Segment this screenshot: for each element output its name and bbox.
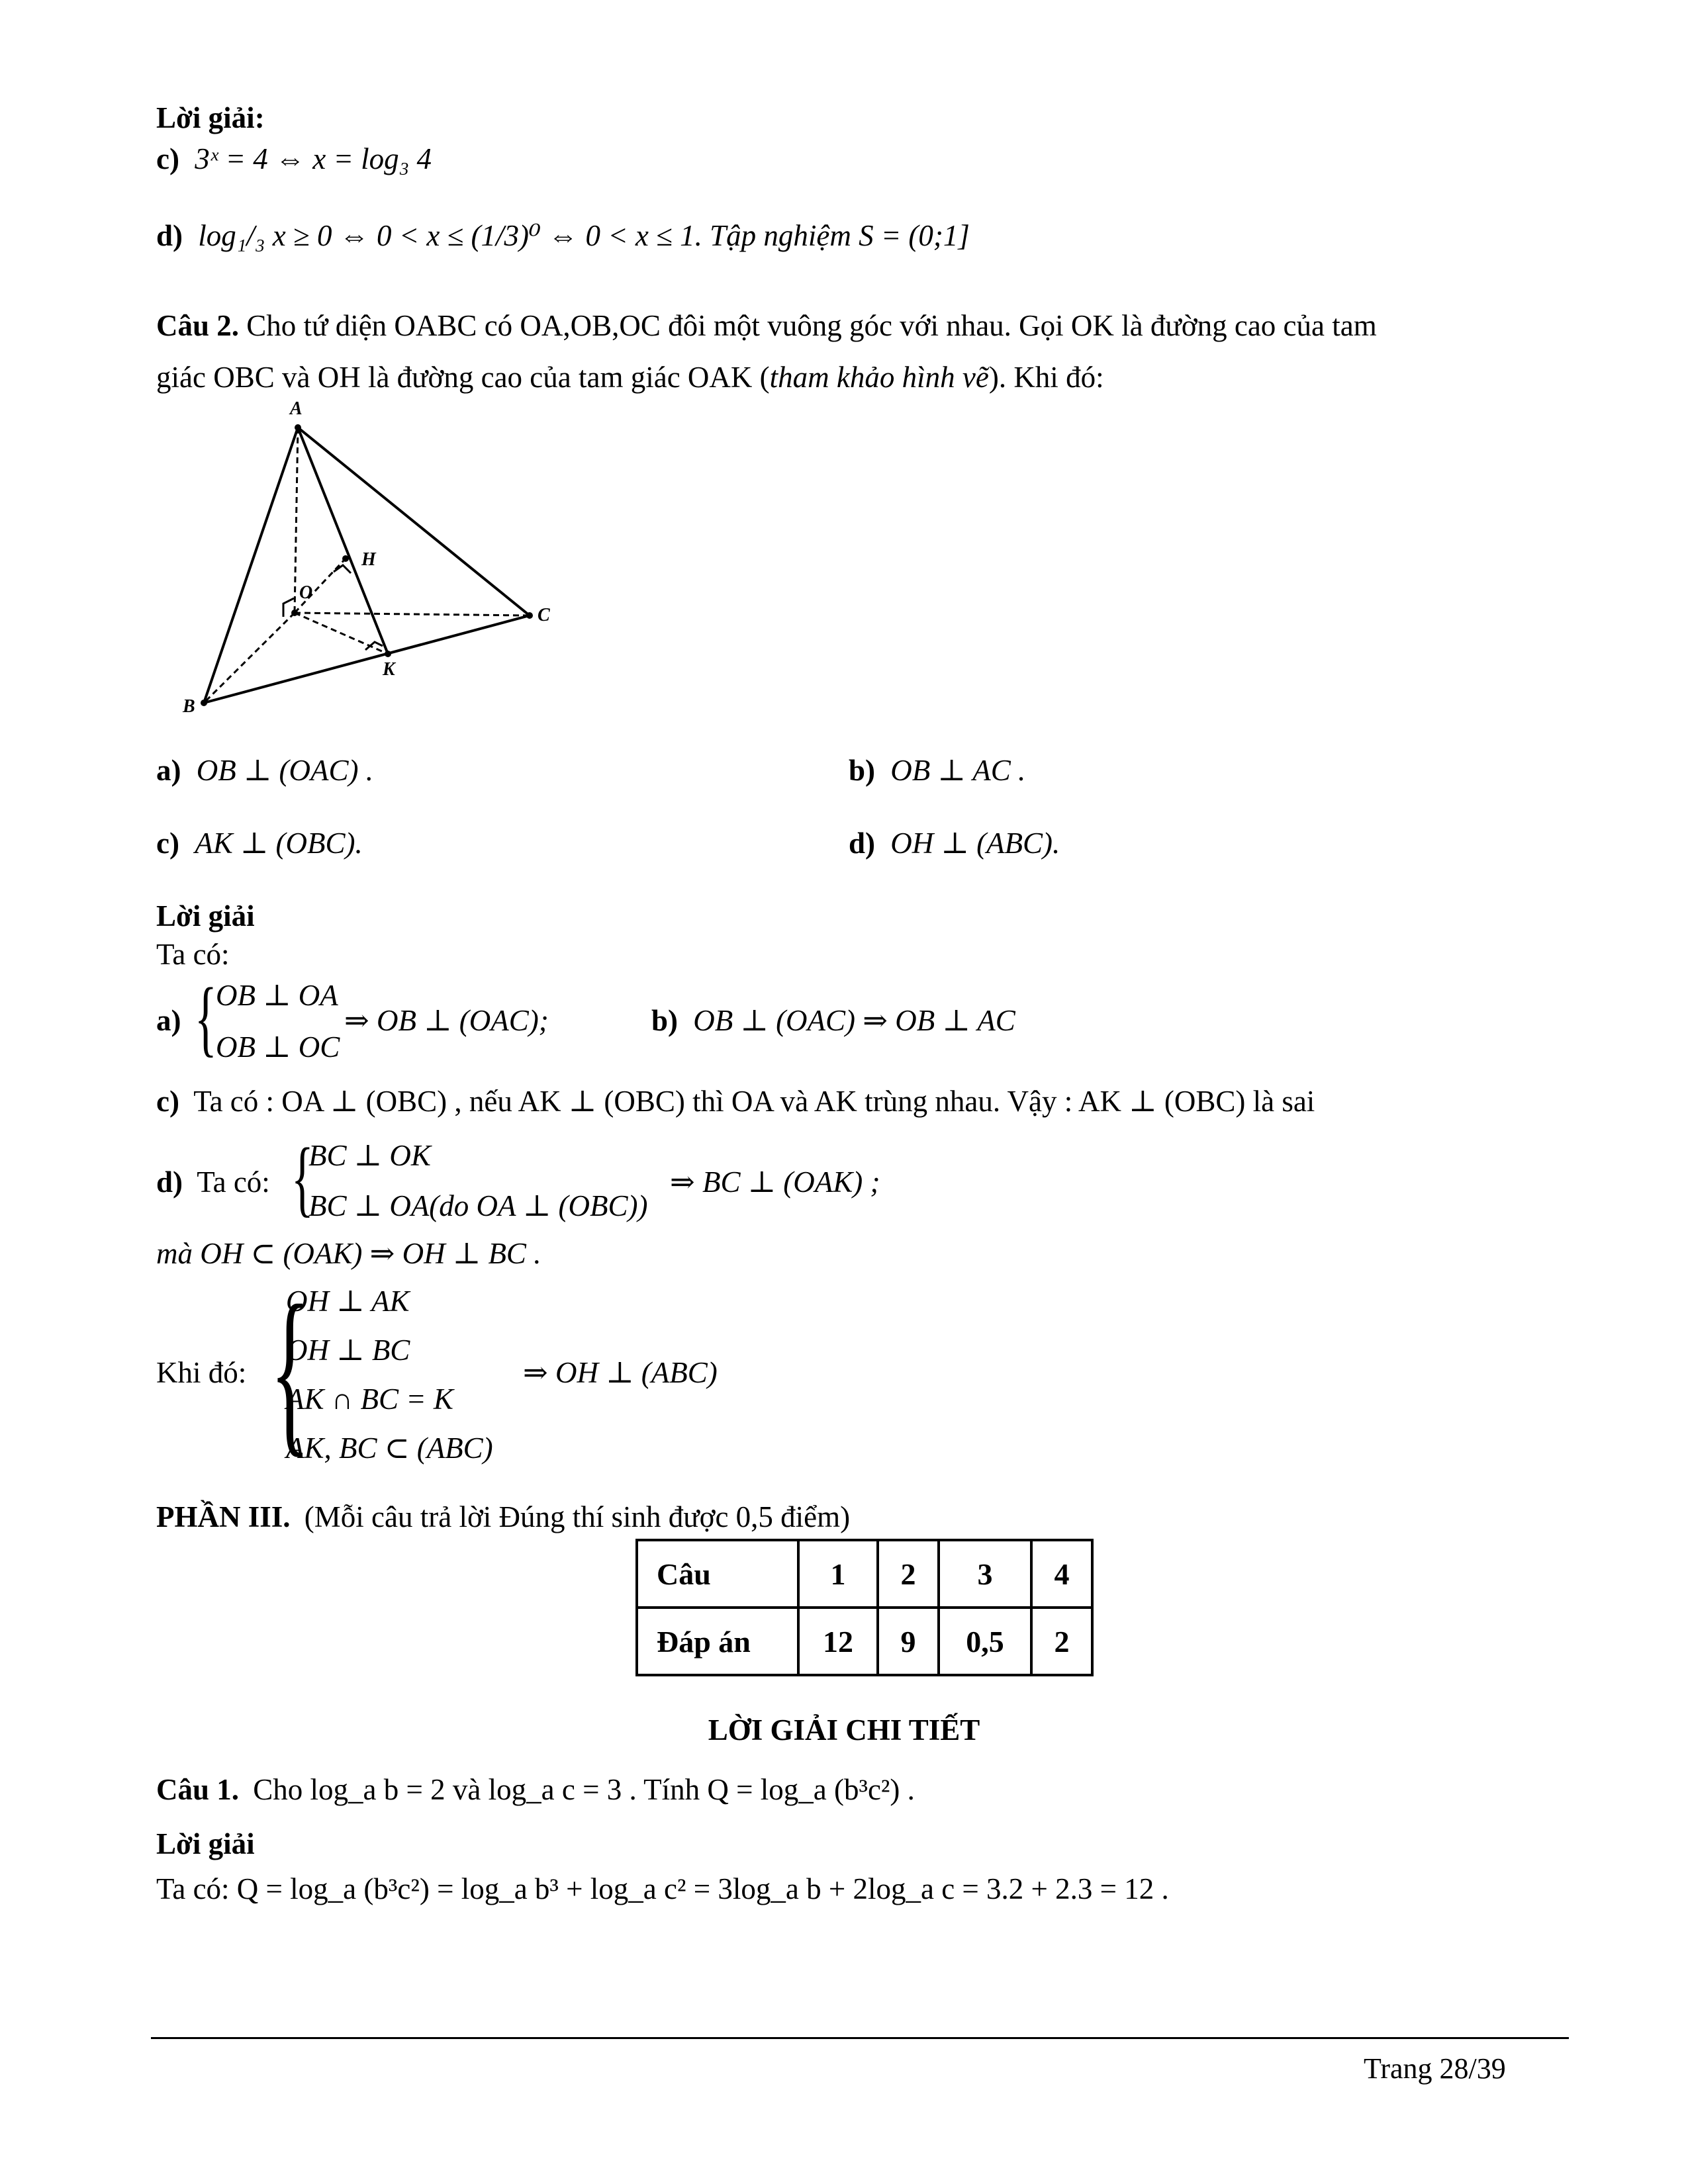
equation-1c: 3ˣ = 4 ⇔ x = log₃ 4 <box>195 142 432 175</box>
table-cell: 9 <box>878 1608 939 1675</box>
option-b <box>849 756 1025 786</box>
label-d: d) <box>156 219 183 252</box>
point-H <box>342 555 349 562</box>
solution-2b-label: b) <box>651 1004 679 1037</box>
table-cell: Đáp án <box>637 1608 798 1675</box>
table-cell: 2 <box>878 1540 939 1608</box>
brace-khi-do: { <box>270 1267 310 1473</box>
detail-solution-text: Ta có: Q = log_a (b³c²) = log_a b³ + log_a c² = 3log_a b + 2log_a c = 3.2 + 2.3 = 12 . <box>156 1872 1169 1905</box>
question-2-text-1: Cho tứ diện OABC có OA,OB,OC đôi một vuông góc với nhau. Gọi OK là đường cao của tam <box>246 309 1377 342</box>
question-2-text-2-italic: tham khảo hình vẽ <box>769 361 989 394</box>
edge-AC <box>298 428 530 615</box>
detailed-solution-heading: LỜI GIẢI CHI TIẾT <box>708 1713 980 1747</box>
point-C <box>526 612 533 619</box>
point-A <box>295 424 301 431</box>
solution-2-k-sys2: OH ⊥ BC <box>286 1334 410 1367</box>
brace-d: { <box>291 1131 314 1225</box>
solution-2c <box>156 1087 1315 1116</box>
table-cell: 1 <box>798 1540 878 1608</box>
label-K: K <box>383 659 395 680</box>
solution-1d <box>156 221 970 251</box>
solution-2a-label: a) <box>156 1004 181 1037</box>
detail-solution-heading: Lời giải <box>156 1827 255 1860</box>
label-B: B <box>183 696 195 717</box>
solution-2-khi-do: Khi đó: <box>156 1356 247 1389</box>
edge-AK <box>298 428 388 654</box>
solution-2c-text: Ta có : OA ⊥ (OBC) , nếu AK ⊥ (OBC) thì OA và AK trùng nhau. Vậy : AK ⊥ (OBC) là sai <box>193 1085 1315 1118</box>
option-a-label: a) <box>156 754 181 787</box>
solution-2-k-result: ⇒ OH ⊥ (ABC) <box>523 1356 718 1389</box>
option-c-text: AK ⊥ (OBC). <box>195 827 363 860</box>
label-O: O <box>299 582 313 603</box>
solution-2d-label: d) <box>156 1165 183 1199</box>
option-d-label: d) <box>849 827 876 860</box>
detail-question-1 <box>156 1775 915 1805</box>
table-cell: 3 <box>939 1540 1031 1608</box>
question-2-line1 <box>156 311 1377 341</box>
solution-2a-result: ⇒ OB ⊥ (OAC); <box>344 1004 549 1037</box>
solution-2b <box>651 1006 1015 1036</box>
point-K <box>385 651 391 657</box>
answer-table-row <box>637 1540 1092 1608</box>
solution-2d-intro: Ta có: <box>197 1165 270 1199</box>
solution-2b-text: OB ⊥ (OAC) ⇒ OB ⊥ AC <box>693 1004 1015 1037</box>
solution-2c-label: c) <box>156 1085 179 1118</box>
option-d <box>849 829 1060 858</box>
detail-question-1-text: Cho log_a b = 2 và log_a c = 3 . Tính Q = log_a (b³c²) . <box>253 1773 915 1806</box>
label-H: H <box>361 549 376 570</box>
edge-OC <box>295 613 530 615</box>
option-a <box>156 756 373 786</box>
tetrahedron-figure <box>159 397 583 728</box>
option-b-label: b) <box>849 754 876 787</box>
edge-AB <box>204 428 298 703</box>
solution-1c <box>156 144 432 174</box>
brace-a: { <box>195 971 217 1065</box>
equation-1d: log₁/₃ x ≥ 0 ⇔ 0 < x ≤ (1/3)⁰ ⇔ 0 < x ≤ 1. Tập nghiệm S = (0;1] <box>198 219 970 252</box>
label-C: C <box>538 605 550 625</box>
option-d-text: OH ⊥ (ABC). <box>890 827 1060 860</box>
question-2-text-2a: giác OBC và OH là đường cao của tam giác OAK ( <box>156 361 770 394</box>
edge-OA <box>295 428 298 613</box>
point-B <box>201 700 207 706</box>
table-cell: Câu <box>637 1540 798 1608</box>
solution-2d-result: ⇒ BC ⊥ (OAK) ; <box>670 1165 880 1199</box>
detail-question-1-label: Câu 1. <box>156 1773 240 1806</box>
question-2-label: Câu 2. <box>156 309 240 342</box>
part-3-label: PHẦN III. <box>156 1500 291 1533</box>
solution-heading-2: Lời giải <box>156 899 255 933</box>
footer-divider <box>151 2037 1569 2039</box>
point-O <box>291 610 298 616</box>
label-A: A <box>290 398 303 419</box>
edge-BC <box>204 615 530 703</box>
option-a-text: OB ⊥ (OAC) . <box>196 754 374 787</box>
solution-2-k-sys4: AK, BC ⊂ (ABC) <box>286 1432 493 1465</box>
solution-heading-1: Lời giải: <box>156 101 265 134</box>
option-c-label: c) <box>156 827 179 860</box>
question-2-line2 <box>156 363 1104 392</box>
solution-2d-sys2: BC ⊥ OA(do OA ⊥ (OBC)) <box>308 1189 648 1222</box>
option-b-text: OB ⊥ AC . <box>890 754 1026 787</box>
solution-2-k-sys3: AK ∩ BC = K <box>286 1383 453 1416</box>
label-c: c) <box>156 142 179 175</box>
question-2-text-2b: ). Khi đó: <box>988 361 1104 394</box>
part-3-header <box>156 1502 850 1532</box>
answer-table <box>635 1539 1094 1676</box>
table-cell: 2 <box>1031 1608 1092 1675</box>
solution-2a-sys1: OB ⊥ OA <box>216 979 338 1012</box>
table-cell: 0,5 <box>939 1608 1031 1675</box>
part-3-text: (Mỗi câu trả lời Đúng thí sinh được 0,5 điểm) <box>304 1500 851 1533</box>
page-number: Trang 28/39 <box>1364 2052 1506 2085</box>
table-cell: 12 <box>798 1608 878 1675</box>
solution-2-k-sys1: OH ⊥ AK <box>286 1285 410 1318</box>
solution-2a-sys2: OB ⊥ OC <box>216 1030 340 1064</box>
solution-2-intro: Ta có: <box>156 938 230 971</box>
solution-2-ma-line: mà OH ⊂ (OAK) ⇒ OH ⊥ BC . <box>156 1237 541 1270</box>
right-angle-H <box>334 565 351 573</box>
option-c <box>156 829 363 858</box>
solution-2d-label-row <box>156 1167 270 1197</box>
table-cell: 4 <box>1031 1540 1092 1608</box>
answer-table-row <box>637 1608 1092 1675</box>
solution-2d-sys1: BC ⊥ OK <box>308 1139 431 1172</box>
